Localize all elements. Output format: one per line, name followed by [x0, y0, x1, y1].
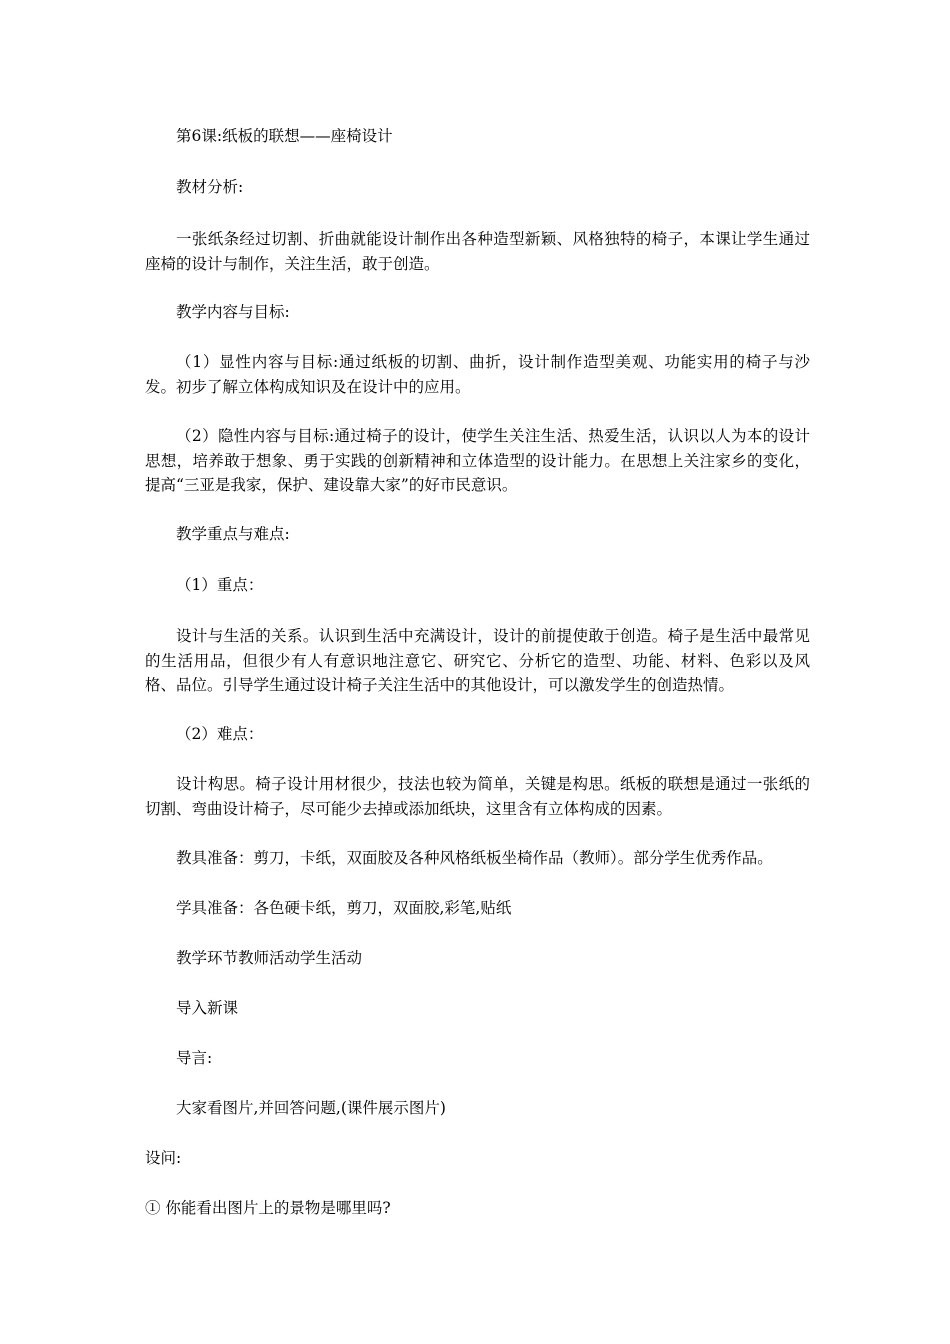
paragraph: 导言: [176, 1049, 213, 1067]
list-item: ① 你能看出图片上的景物是哪里吗? [145, 1199, 391, 1217]
subheading: （2）难点： [176, 725, 264, 743]
paragraph: （1）显性内容与目标:通过纸板的切割、曲折，设计制作造型美观、功能实用的椅子与沙发。初步了解立体构成知识及在设计中的应用。 [145, 353, 810, 396]
subheading: （1）重点： [176, 576, 264, 594]
paragraph: 设计与生活的关系。认识到生活中充满设计，设计的前提使敢于创造。椅子是生活中最常见的生活用品，但很少有人有意识地注意它、研究它、分析它的造型、功能、材料、色彩以及风格、品位。引导学生通过设计椅子关注生活中的其他设计，可以激发学生的创造热情。 [145, 627, 810, 694]
section-heading: 教学内容与目标: [176, 303, 290, 321]
paragraph: （2）隐性内容与目标:通过椅子的设计，使学生关注生活、热爱生活，认识以人为本的设计思想，培养敢于想象、勇于实践的创新精神和立体造型的设计能力。在思想上关注家乡的变化，提高“三亚是我家，保护、建设靠大家”的好市民意识。 [145, 427, 810, 494]
section-heading: 教学重点与难点: [176, 525, 290, 543]
paragraph: 学具准备：各色硬卡纸，剪刀，双面胶,彩笔,贴纸 [176, 899, 512, 917]
paragraph: 一张纸条经过切割、折曲就能设计制作出各种造型新颖、风格独特的椅子，本课让学生通过座椅的设计与制作，关注生活，敢于创造。 [145, 230, 810, 273]
document-title: 第6课:纸板的联想——座椅设计 [176, 127, 393, 145]
paragraph: 导入新课 [176, 999, 239, 1017]
paragraph: 教学环节教师活动学生活动 [176, 949, 363, 967]
paragraph: 教具准备：剪刀，卡纸，双面胶及各种风格纸板坐椅作品（教师）。部分学生优秀作品。 [176, 849, 773, 867]
paragraph: 设问: [145, 1149, 182, 1167]
section-heading: 教材分析: [176, 178, 244, 196]
paragraph: 大家看图片,并回答问题,(课件展示图片) [176, 1099, 446, 1117]
paragraph: 设计构思。椅子设计用材很少，技法也较为简单，关键是构思。纸板的联想是通过一张纸的切割、弯曲设计椅子，尽可能少去掉或添加纸块，这里含有立体构成的因素。 [145, 775, 810, 818]
